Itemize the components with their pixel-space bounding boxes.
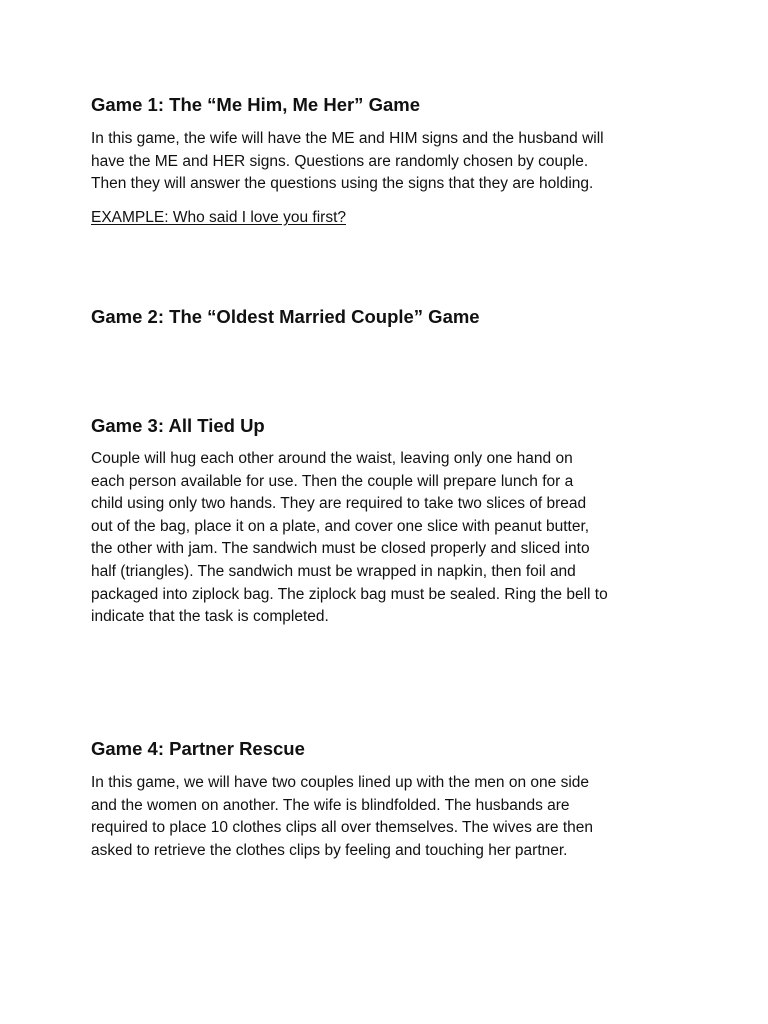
game-1-title: Game 1: The “Me Him, Me Her” Game — [91, 94, 420, 115]
game-1-line-2: have the ME and HER signs. Questions are randomly chosen by couple. — [91, 152, 589, 170]
game-4-line-3: required to place 10 clothes clips all over themselves. The wives are then — [91, 819, 594, 837]
game-4-line-2: and the women on another. The wife is blindfolded. The husbands are — [91, 796, 570, 814]
game-3-line-3: child using only two hands. They are required to take two slices of bread — [91, 495, 587, 513]
game-3-title: Game 3: All Tied Up — [91, 415, 265, 436]
game-3-line-7: packaged into ziplock bag. The ziplock bag must be sealed. Ring the bell to — [91, 585, 608, 603]
game-1-line-3: Then they will answer the questions using the signs that they are holding. — [91, 175, 594, 193]
game-3-line-4: out of the bag, place it on a plate, and cover one slice with peanut butter, — [91, 517, 590, 535]
game-4-title: Game 4: Partner Rescue — [91, 738, 305, 759]
game-4-description — [91, 772, 691, 862]
game-1-description — [91, 128, 691, 196]
game-1-line-1: In this game, the wife will have the ME and HIM signs and the husband will — [91, 130, 604, 147]
game-3-line-8: indicate that the task is completed. — [91, 608, 329, 626]
game-3-line-2: each person available for use. Then the couple will prepare lunch for a — [91, 472, 574, 490]
game-3-line-6: half (triangles). The sandwich must be wrapped in napkin, then foil and — [91, 562, 576, 580]
game-4-line-4: asked to retrieve the clothes clips by feeling and touching her partner. — [91, 841, 568, 859]
game-4-line-1: In this game, we will have two couples lined up with the men on one side — [91, 774, 590, 791]
game-1-example-paragraph — [91, 207, 691, 230]
game-3-line-5: the other with jam. The sandwich must be closed properly and sliced into — [91, 540, 590, 558]
game-1-example: EXAMPLE: Who said I love you first? — [91, 209, 346, 226]
game-3-description — [91, 448, 691, 629]
game-2-title: Game 2: The “Oldest Married Couple” Game — [91, 306, 480, 327]
game-3-line-1: Couple will hug each other around the waist, leaving only one hand on — [91, 450, 573, 467]
